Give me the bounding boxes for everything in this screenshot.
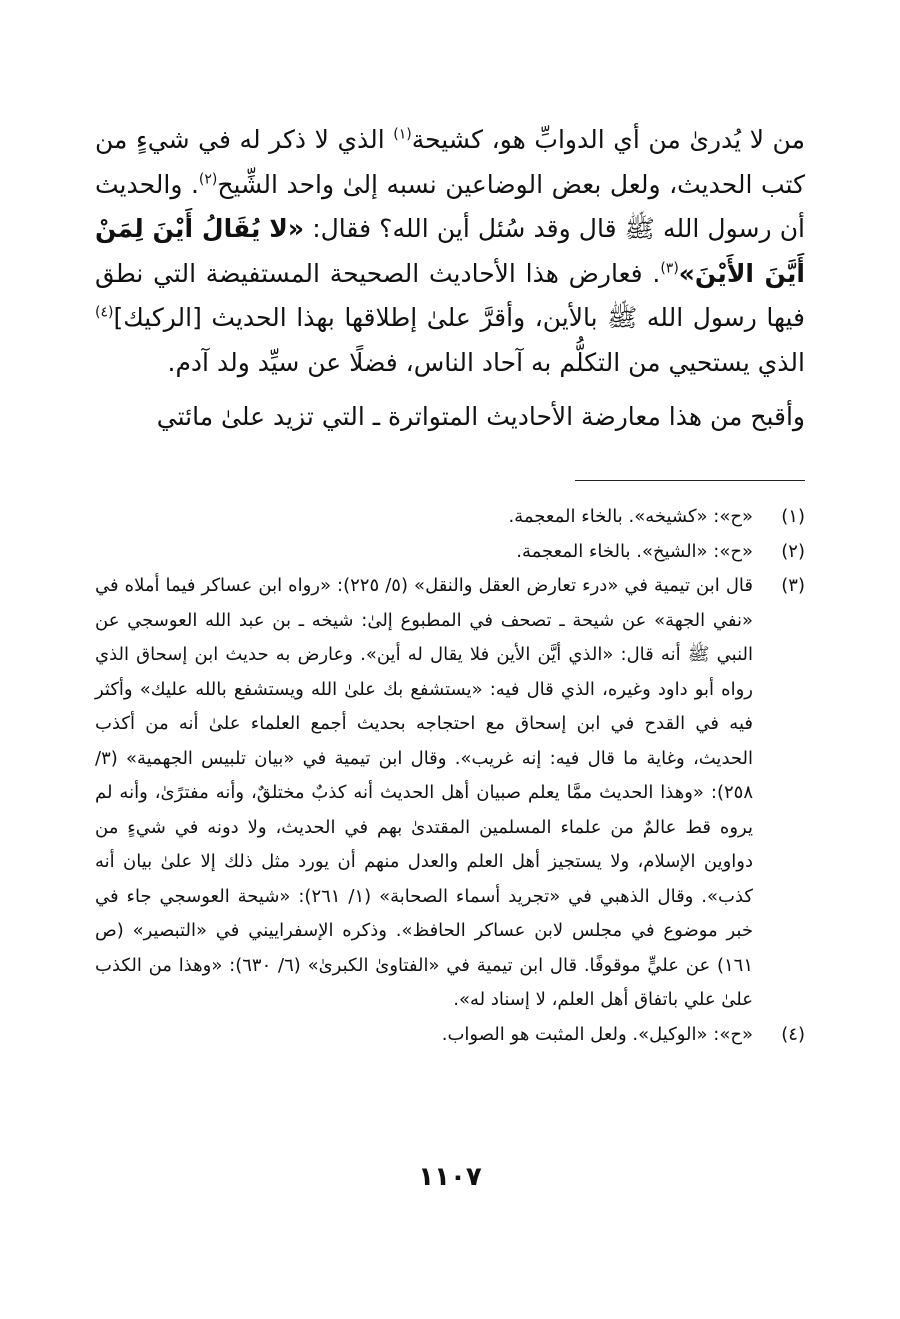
- footnote-3: [95, 569, 805, 1018]
- footnote-number: (١): [781, 506, 805, 527]
- footnote-text: «ح»: «الشيخ». بالخاء المعجمة.: [516, 540, 753, 562]
- footnote-text: «ح»: «الوكيل». ولعل المثبت هو الصواب.: [441, 1023, 753, 1045]
- main-paragraph-2: وأقبح من هذا معارضة الأحاديث المتواترة ـ التي تزيد علىٰ مائتي: [156, 402, 805, 431]
- footnote-text: قال ابن تيمية في «درء تعارض العقل والنقل» (٥/ ٢٢٥): «رواه ابن عساكر فيما أملاه في «نفي الجهة» عن شيحة ـ تصحف في المطبوع إلىٰ: شيخه ـ بن عبد الله العوسجي عن النبي ﷺ أنه قال: «الذي أيَّن الأين فلا يقال له أين». وعارض به حديث ابن إسحاق الذي رواه أبو داود وغيره، الذي قال فيه: «يستشفع بك علىٰ الله ويستشفع بالله عليك» وأكثر فيه في القدح في ابن إسحاق مع احتجاجه بحديث أجمع العلماء علىٰ أنه من أكذب الحديث، وغاية ما قال فيه: إنه غريب». وقال ابن تيمية في «بيان تلبيس الجهمية» (٣/ ٢٥٨): «وهذا الحديث ممَّا يعلم صبيان أهل الحديث أنه كذبٌ مختلقٌ، وأنه مفترًىٰ، وأنه لم يروه قط عالمٌ من علماء المسلمين المقتدىٰ بهم في الحديث، ولا دونه في شيءٍ من دواوين الإسلام، ولا يستجيز أهل العلم والعدل منهم أن يورد مثل ذلك إلا علىٰ بيان أنه كذب». وقال الذهبي في «تجريد أسماء الصحابة» (١/ ٢٦١): «شيحة العوسجي جاء في خبر موضوع في مجلس لابن عساكر الحافظ». وذكره الإسفراييني في «التبصير» (ص ١٦١) عن عليٍّ موقوفًا. قال ابن تيمية في «الفتاوىٰ الكبرىٰ» (٦/ ٦٣٠): «وهذا من الكذب علىٰ علي باتفاق أهل العلم، لا إسناد له».: [95, 575, 753, 1010]
- footnote-marker: (٢): [198, 171, 218, 188]
- footnotes: [95, 500, 805, 1052]
- page-number: ١١٠٧: [418, 1162, 482, 1192]
- footnote-text: «ح»: «كشيخه». بالخاء المعجمة.: [508, 506, 753, 527]
- text-run: الذي لا ذكر له في شيءٍ من كتب الحديث، ولعل بعض الوضاعين نسبه إلىٰ واحد الشِّيح: [95, 125, 806, 199]
- text-run: من لا يُدرىٰ من أي الدوابِّ هو، كشيحة: [411, 125, 805, 154]
- footnote-marker: (٤): [95, 304, 114, 321]
- main-text: [95, 118, 805, 440]
- text-run: . والحديث أن رسول الله ﷺ قال وقد سُئل أين الله؟ فقال:: [95, 169, 805, 243]
- footnote-1: [95, 500, 805, 535]
- text-run: الذي يستحيي من التكلُّم به آحاد الناس، فضلًا عن سيِّد ولد آدم.: [167, 347, 805, 377]
- footnote-separator: [575, 480, 805, 481]
- text-run: . فعارض هذا الأحاديث الصحيحة المستفيضة التي نطق فيها رسول الله ﷺ بالأين، وأقرَّ علىٰ إطلاقها بهذا الحديث [الركيك]: [95, 258, 805, 332]
- footnote-4: [95, 1018, 805, 1053]
- footnote-2: [95, 535, 805, 570]
- hadith-quote: «لا يُقَالُ أَيْنَ لِمَنْ أَيَّنَ الأَيْنَ»: [95, 214, 805, 288]
- footnote-marker: (١): [393, 126, 412, 143]
- footnote-number: (٣): [781, 575, 805, 596]
- footnote-number: (٤): [781, 1023, 805, 1045]
- main-paragraph-1: [95, 118, 805, 385]
- footnote-number: (٢): [781, 540, 805, 562]
- footnote-marker: (٣): [660, 260, 679, 277]
